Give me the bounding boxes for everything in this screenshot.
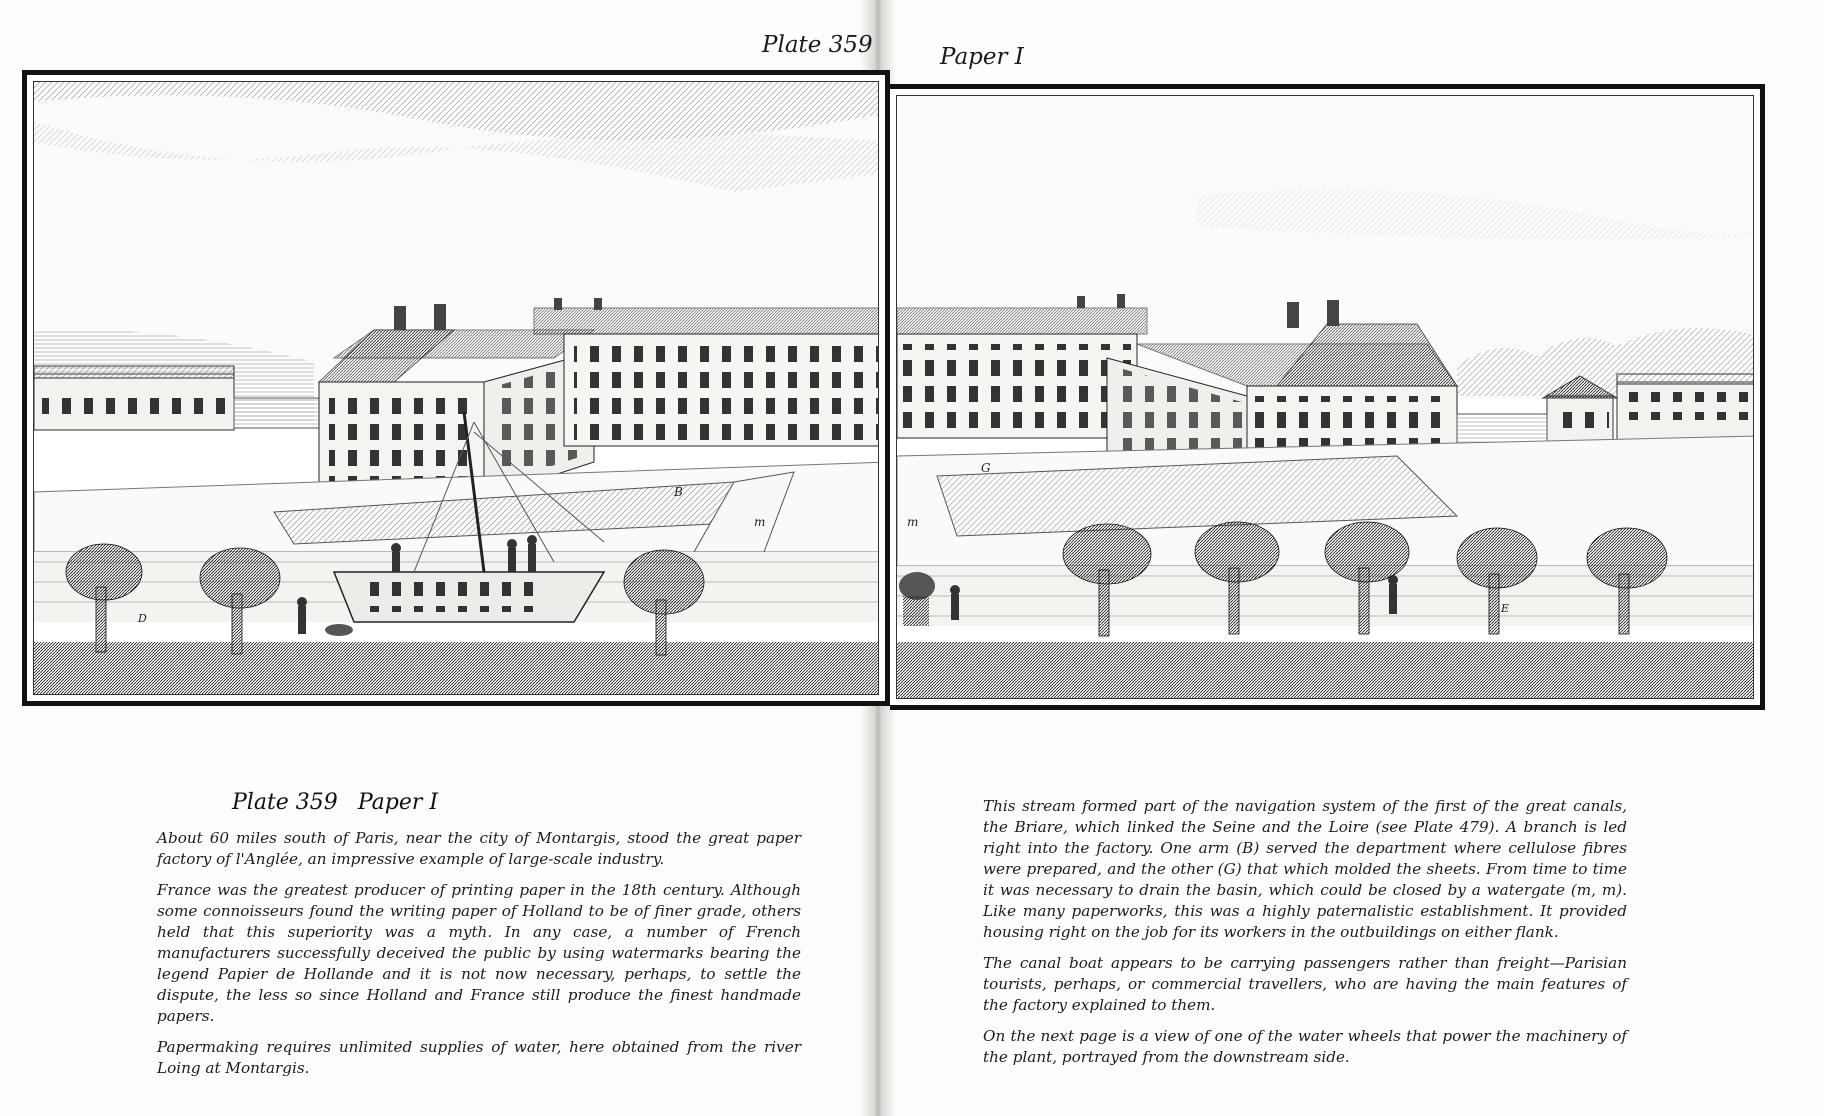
plate-letter-b: B <box>674 485 683 499</box>
paragraph: The canal boat appears to be carrying passengers rather than freight—Parisian tourists, perhaps, or commercial travellers, who are having the main features of the factory explained to them. <box>983 954 1627 1014</box>
plate-left-image <box>33 81 879 695</box>
plate-letter-m-right: m <box>907 515 919 529</box>
paragraph: On the next page is a view of one of the water wheels that power the machinery of the plant, portrayed from the downstream side. <box>983 1027 1627 1066</box>
running-head-left: Plate 359 <box>762 32 873 58</box>
text-column-left <box>157 828 801 1089</box>
plate-letter-g: G <box>981 461 991 475</box>
plate-letter-m: m <box>754 515 766 529</box>
plate-right-image <box>896 95 1754 699</box>
plate-engraving-right <box>890 84 1765 710</box>
paper-factory-engraving-left <box>34 82 879 695</box>
caption-plate-number: Plate 359 <box>232 790 338 815</box>
plate-letter-d: D <box>138 612 147 625</box>
plate-engraving-left <box>22 70 890 706</box>
paragraph: France was the greatest producer of printing paper in the 18th century. Although some connoisseurs found the writing paper of Holland to be of finer grade, others held that this superiority was a myth. In any case, a number of French manufacturers successfully deceived the public by using watermarks bearing the legend Papier de Hollande and it is not now necessary, perhaps, to settle the dispute, the less so since Holland and France still produce the finest handmade papers. <box>157 881 801 1025</box>
caption-plate-title: Paper I <box>357 790 439 815</box>
caption-title <box>232 790 458 815</box>
text-column-right <box>983 796 1627 1078</box>
paragraph: This stream formed part of the navigation system of the first of the great canals, the Briare, which linked the Seine and the Loire (see Plate 479). A branch is led right into the factory. One arm (B) served the department where cellulose fibres were prepared, and the other (G) that which molded the sheets. From time to time it was necessary to drain the basin, which could be closed by a watergate (m, m). Like many paperworks, this was a highly paternalistic establishment. It provided housing right on the job for its workers in the outbuildings on either flank. <box>983 797 1627 941</box>
running-head-right: Paper I <box>940 44 1024 70</box>
paper-factory-engraving-right <box>897 96 1754 699</box>
paragraph: Papermaking requires unlimited supplies of water, here obtained from the river Loing at Montargis. <box>157 1038 801 1077</box>
plate-letter-e: E <box>1501 602 1510 615</box>
paragraph: About 60 miles south of Paris, near the city of Montargis, stood the great paper factory of l'Anglée, an impressive example of large-scale industry. <box>157 829 801 868</box>
